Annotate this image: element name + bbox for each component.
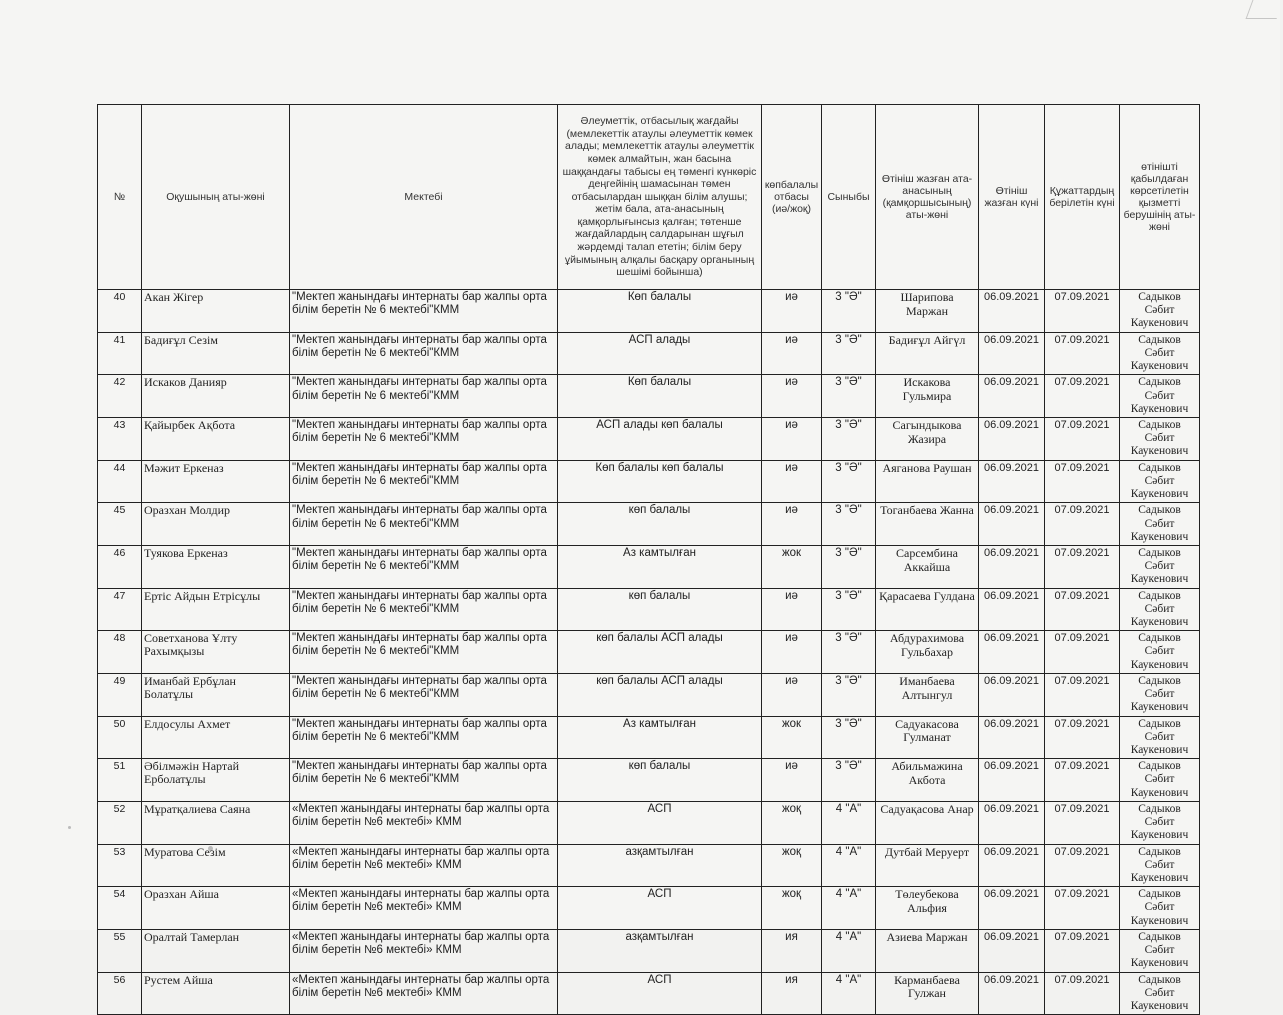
school-name: "Мектеп жанындағы интернаты бар жалпы орта білім беретін № 6 мектебі"КММ bbox=[290, 545, 558, 588]
social-status: көп балалы bbox=[558, 503, 762, 546]
staff-name: Садыков Сәбит Каукенович bbox=[1120, 972, 1200, 1015]
application-date: 06.09.2021 bbox=[979, 887, 1045, 930]
application-date: 06.09.2021 bbox=[979, 673, 1045, 716]
large-family-flag: жок bbox=[762, 545, 822, 588]
social-status: Аз камтылған bbox=[558, 716, 762, 759]
student-name: Советханова Ұлту Рахымқызы bbox=[142, 631, 290, 674]
school-name: "Мектеп жанындағы интернаты бар жалпы орта білім беретін № 6 мектебі"КММ bbox=[290, 417, 558, 460]
parent-name: Абдурахимова Гульбахар bbox=[876, 631, 979, 674]
documents-date: 07.09.2021 bbox=[1045, 332, 1120, 375]
documents-date: 07.09.2021 bbox=[1045, 716, 1120, 759]
table-body bbox=[98, 290, 1200, 1015]
table-row bbox=[98, 844, 1200, 887]
grade: 3 "Ә" bbox=[822, 759, 876, 802]
large-family-flag: иә bbox=[762, 673, 822, 716]
staff-name: Садыков Сәбит Каукенович bbox=[1120, 545, 1200, 588]
student-name: Қайырбек Ақбота bbox=[142, 417, 290, 460]
social-status: Көп балалы көп балалы bbox=[558, 460, 762, 503]
row-number: 42 bbox=[98, 375, 142, 418]
social-status: көп балалы АСП алады bbox=[558, 631, 762, 674]
documents-date: 07.09.2021 bbox=[1045, 631, 1120, 674]
school-name: "Мектеп жанындағы интернаты бар жалпы орта білім беретін № 6 мектебі"КММ bbox=[290, 631, 558, 674]
grade: 3 "Ә" bbox=[822, 503, 876, 546]
staff-name: Садыков Сәбит Каукенович bbox=[1120, 631, 1200, 674]
table-row bbox=[98, 631, 1200, 674]
application-date: 06.09.2021 bbox=[979, 375, 1045, 418]
row-number: 55 bbox=[98, 929, 142, 972]
large-family-flag: иә bbox=[762, 631, 822, 674]
large-family-flag: иә bbox=[762, 588, 822, 631]
school-name: «Мектеп жанындағы интернаты бар жалпы орта білім беретін №6 мектебі» КММ bbox=[290, 929, 558, 972]
parent-name: Искакова Гульмира bbox=[876, 375, 979, 418]
large-family-flag: жок bbox=[762, 716, 822, 759]
parent-name: Абильмажина Акбота bbox=[876, 759, 979, 802]
staff-name: Садыков Сәбит Каукенович bbox=[1120, 716, 1200, 759]
application-date: 06.09.2021 bbox=[979, 332, 1045, 375]
student-name: Рустем Айша bbox=[142, 972, 290, 1015]
school-name: "Мектеп жанындағы интернаты бар жалпы орта білім беретін № 6 мектебі"КММ bbox=[290, 588, 558, 631]
header-num: № bbox=[98, 105, 142, 290]
grade: 3 "Ә" bbox=[822, 417, 876, 460]
large-family-flag: иә bbox=[762, 417, 822, 460]
social-status: Көп балалы bbox=[558, 290, 762, 333]
staff-name: Садыков Сәбит Каукенович bbox=[1120, 759, 1200, 802]
social-status: АСП bbox=[558, 972, 762, 1015]
table-row bbox=[98, 503, 1200, 546]
social-status: АСП bbox=[558, 801, 762, 844]
documents-date: 07.09.2021 bbox=[1045, 375, 1120, 418]
application-date: 06.09.2021 bbox=[979, 290, 1045, 333]
documents-date: 07.09.2021 bbox=[1045, 503, 1120, 546]
documents-date: 07.09.2021 bbox=[1045, 887, 1120, 930]
school-name: "Мектеп жанындағы интернаты бар жалпы орта білім беретін № 6 мектебі"КММ bbox=[290, 503, 558, 546]
header-staff-name: өтінішті қабылдаған көрсетілетін қызметті берушінің аты-жөні bbox=[1120, 105, 1200, 290]
header-documents-date: Құжаттардың берілетін күні bbox=[1045, 105, 1120, 290]
parent-name: Карманбаева Гулжан bbox=[876, 972, 979, 1015]
staff-name: Садыков Сәбит Каукенович bbox=[1120, 673, 1200, 716]
header-large-family: көпбалалы отбасы (иә/жоқ) bbox=[762, 105, 822, 290]
grade: 3 "Ә" bbox=[822, 332, 876, 375]
large-family-flag: иә bbox=[762, 332, 822, 375]
social-status: азқамтылған bbox=[558, 844, 762, 887]
documents-date: 07.09.2021 bbox=[1045, 759, 1120, 802]
grade: 4 "А" bbox=[822, 972, 876, 1015]
scan-speck bbox=[68, 826, 71, 829]
application-date: 06.09.2021 bbox=[979, 588, 1045, 631]
social-status: Аз камтылған bbox=[558, 545, 762, 588]
parent-name: Азиева Маржан bbox=[876, 929, 979, 972]
school-name: "Мектеп жанындағы интернаты бар жалпы орта білім беретін № 6 мектебі"КММ bbox=[290, 375, 558, 418]
large-family-flag: жоқ bbox=[762, 887, 822, 930]
grade: 3 "Ә" bbox=[822, 375, 876, 418]
header-social-status: Әлеуметтік, отбасылық жағдайы (мемлекеттік атаулы әлеуметтік көмек алады; мемлекеттік атаулы әлеуметтік көмек алмайтын, жан басына шаққандағы табысы ең төменгі күнкөріс деңгейінің шамасынан төмен отбасылардан шыққан білім алушы; жетім бала, ата-анасының қамқорлығынсыз қалған; төтенше жағдайлардың салдарынан шұғыл жәрдемді талап ететін; білім беру ұйымының алқалы басқару органының шешімі бойынша) bbox=[558, 105, 762, 290]
documents-date: 07.09.2021 bbox=[1045, 460, 1120, 503]
row-number: 43 bbox=[98, 417, 142, 460]
parent-name: Сарсембина Аккайша bbox=[876, 545, 979, 588]
student-name: Бадиғұл Сезім bbox=[142, 332, 290, 375]
row-number: 51 bbox=[98, 759, 142, 802]
application-date: 06.09.2021 bbox=[979, 503, 1045, 546]
application-date: 06.09.2021 bbox=[979, 801, 1045, 844]
table-row bbox=[98, 588, 1200, 631]
school-name: "Мектеп жанындағы интернаты бар жалпы орта білім беретін № 6 мектебі"КММ bbox=[290, 332, 558, 375]
social-status: Көп балалы bbox=[558, 375, 762, 418]
student-name: Оразхан Молдир bbox=[142, 503, 290, 546]
staff-name: Садыков Сәбит Каукенович bbox=[1120, 929, 1200, 972]
grade: 4 "А" bbox=[822, 887, 876, 930]
documents-date: 07.09.2021 bbox=[1045, 290, 1120, 333]
table-row bbox=[98, 290, 1200, 333]
parent-name: Бадиғұл Айгүл bbox=[876, 332, 979, 375]
row-number: 54 bbox=[98, 887, 142, 930]
school-name: "Мектеп жанындағы интернаты бар жалпы орта білім беретін № 6 мектебі"КММ bbox=[290, 716, 558, 759]
staff-name: Садыков Сәбит Каукенович bbox=[1120, 460, 1200, 503]
row-number: 46 bbox=[98, 545, 142, 588]
header-school: Мектебі bbox=[290, 105, 558, 290]
table-header bbox=[98, 105, 1200, 290]
grade: 3 "Ә" bbox=[822, 716, 876, 759]
grade: 4 "А" bbox=[822, 844, 876, 887]
application-date: 06.09.2021 bbox=[979, 545, 1045, 588]
header-application-date: Өтініш жазған күні bbox=[979, 105, 1045, 290]
parent-name: Төлеубекова Альфия bbox=[876, 887, 979, 930]
social-status: азқамтылған bbox=[558, 929, 762, 972]
staff-name: Садыков Сәбит Каукенович bbox=[1120, 332, 1200, 375]
grade: 3 "Ә" bbox=[822, 631, 876, 674]
school-name: "Мектеп жанындағы интернаты бар жалпы орта білім беретін № 6 мектебі"КММ bbox=[290, 290, 558, 333]
school-name: "Мектеп жанындағы интернаты бар жалпы орта білім беретін № 6 мектебі"КММ bbox=[290, 460, 558, 503]
application-date: 06.09.2021 bbox=[979, 716, 1045, 759]
student-name: Оралтай Тамерлан bbox=[142, 929, 290, 972]
large-family-flag: иә bbox=[762, 290, 822, 333]
grade: 3 "Ә" bbox=[822, 588, 876, 631]
application-date: 06.09.2021 bbox=[979, 972, 1045, 1015]
social-status: көп балалы bbox=[558, 588, 762, 631]
school-name: «Мектеп жанындағы интернаты бар жалпы орта білім беретін №6 мектебі» КММ bbox=[290, 844, 558, 887]
row-number: 48 bbox=[98, 631, 142, 674]
social-status: көп балалы bbox=[558, 759, 762, 802]
large-family-flag: иә bbox=[762, 503, 822, 546]
staff-name: Садыков Сәбит Каукенович bbox=[1120, 887, 1200, 930]
staff-name: Садыков Сәбит Каукенович bbox=[1120, 801, 1200, 844]
documents-date: 07.09.2021 bbox=[1045, 844, 1120, 887]
table-row bbox=[98, 759, 1200, 802]
table-row bbox=[98, 887, 1200, 930]
table-row bbox=[98, 375, 1200, 418]
header-student-name: Оқушының аты-жөні bbox=[142, 105, 290, 290]
row-number: 52 bbox=[98, 801, 142, 844]
large-family-flag: ия bbox=[762, 972, 822, 1015]
staff-name: Садыков Сәбит Каукенович bbox=[1120, 417, 1200, 460]
social-status: көп балалы АСП алады bbox=[558, 673, 762, 716]
documents-date: 07.09.2021 bbox=[1045, 801, 1120, 844]
student-name: Туякова Еркеназ bbox=[142, 545, 290, 588]
documents-date: 07.09.2021 bbox=[1045, 929, 1120, 972]
student-name: Мұратқалиева Саяна bbox=[142, 801, 290, 844]
social-status: АСП bbox=[558, 887, 762, 930]
school-name: «Мектеп жанындағы интернаты бар жалпы орта білім беретін №6 мектебі» КММ bbox=[290, 801, 558, 844]
large-family-flag: иә bbox=[762, 375, 822, 418]
staff-name: Садыков Сәбит Каукенович bbox=[1120, 290, 1200, 333]
large-family-flag: иә bbox=[762, 759, 822, 802]
documents-date: 07.09.2021 bbox=[1045, 673, 1120, 716]
row-number: 44 bbox=[98, 460, 142, 503]
applicants-table bbox=[97, 104, 1200, 1015]
row-number: 50 bbox=[98, 716, 142, 759]
application-date: 06.09.2021 bbox=[979, 631, 1045, 674]
parent-name: Тоганбаева Жанна bbox=[876, 503, 979, 546]
social-status: АСП алады көп балалы bbox=[558, 417, 762, 460]
table-row bbox=[98, 545, 1200, 588]
row-number: 53 bbox=[98, 844, 142, 887]
student-name: Муратова Сезім bbox=[142, 844, 290, 887]
school-name: «Мектеп жанындағы интернаты бар жалпы орта білім беретін №6 мектебі» КММ bbox=[290, 887, 558, 930]
parent-name: Иманбаева Алтынгул bbox=[876, 673, 979, 716]
row-number: 47 bbox=[98, 588, 142, 631]
row-number: 45 bbox=[98, 503, 142, 546]
large-family-flag: жоқ bbox=[762, 801, 822, 844]
staff-name: Садыков Сәбит Каукенович bbox=[1120, 375, 1200, 418]
staff-name: Садыков Сәбит Каукенович bbox=[1120, 503, 1200, 546]
grade: 3 "Ә" bbox=[822, 673, 876, 716]
application-date: 06.09.2021 bbox=[979, 417, 1045, 460]
student-name: Мәжит Еркеназ bbox=[142, 460, 290, 503]
row-number: 49 bbox=[98, 673, 142, 716]
documents-date: 07.09.2021 bbox=[1045, 545, 1120, 588]
table-row bbox=[98, 929, 1200, 972]
large-family-flag: жоқ bbox=[762, 844, 822, 887]
staff-name: Садыков Сәбит Каукенович bbox=[1120, 844, 1200, 887]
grade: 3 "Ә" bbox=[822, 545, 876, 588]
header-parent-name: Өтініш жазған ата-анасының (қамқоршысының) аты-жөні bbox=[876, 105, 979, 290]
student-name: Оразхан Айша bbox=[142, 887, 290, 930]
application-date: 06.09.2021 bbox=[979, 929, 1045, 972]
student-name: Ертіс Айдын Етрісұлы bbox=[142, 588, 290, 631]
parent-name: Садуакасова Гулманат bbox=[876, 716, 979, 759]
parent-name: Садуақасова Анар bbox=[876, 801, 979, 844]
parent-name: Аяганова Раушан bbox=[876, 460, 979, 503]
social-status: АСП алады bbox=[558, 332, 762, 375]
grade: 3 "Ә" bbox=[822, 290, 876, 333]
table-row bbox=[98, 716, 1200, 759]
documents-date: 07.09.2021 bbox=[1045, 417, 1120, 460]
documents-date: 07.09.2021 bbox=[1045, 972, 1120, 1015]
table-row bbox=[98, 460, 1200, 503]
parent-name: Дутбай Меруерт bbox=[876, 844, 979, 887]
student-name: Искаков Данияр bbox=[142, 375, 290, 418]
parent-name: Сагындыкова Жазира bbox=[876, 417, 979, 460]
student-name: Елдосулы Ахмет bbox=[142, 716, 290, 759]
large-family-flag: ия bbox=[762, 929, 822, 972]
staff-name: Садыков Сәбит Каукенович bbox=[1120, 588, 1200, 631]
grade: 4 "А" bbox=[822, 801, 876, 844]
student-name: Акан Жігер bbox=[142, 290, 290, 333]
row-number: 56 bbox=[98, 972, 142, 1015]
folded-corner-mark bbox=[1246, 0, 1283, 19]
school-name: "Мектеп жанындағы интернаты бар жалпы орта білім беретін № 6 мектебі"КММ bbox=[290, 673, 558, 716]
application-date: 06.09.2021 bbox=[979, 759, 1045, 802]
table-row bbox=[98, 801, 1200, 844]
table-row bbox=[98, 417, 1200, 460]
grade: 3 "Ә" bbox=[822, 460, 876, 503]
row-number: 41 bbox=[98, 332, 142, 375]
table-row bbox=[98, 673, 1200, 716]
school-name: "Мектеп жанындағы интернаты бар жалпы орта білім беретін № 6 мектебі"КММ bbox=[290, 759, 558, 802]
school-name: «Мектеп жанындағы интернаты бар жалпы орта білім беретін №6 мектебі» КММ bbox=[290, 972, 558, 1015]
student-name: Әбілмәжін Нартай Ерболатұлы bbox=[142, 759, 290, 802]
student-name: Иманбай Ербұлан Болатұлы bbox=[142, 673, 290, 716]
parent-name: Қарасаева Гулдана bbox=[876, 588, 979, 631]
table-row bbox=[98, 332, 1200, 375]
header-grade: Сыныбы bbox=[822, 105, 876, 290]
large-family-flag: иә bbox=[762, 460, 822, 503]
documents-date: 07.09.2021 bbox=[1045, 588, 1120, 631]
table-row bbox=[98, 972, 1200, 1015]
row-number: 40 bbox=[98, 290, 142, 333]
application-date: 06.09.2021 bbox=[979, 844, 1045, 887]
parent-name: Шарипова Маржан bbox=[876, 290, 979, 333]
grade: 4 "А" bbox=[822, 929, 876, 972]
application-date: 06.09.2021 bbox=[979, 460, 1045, 503]
